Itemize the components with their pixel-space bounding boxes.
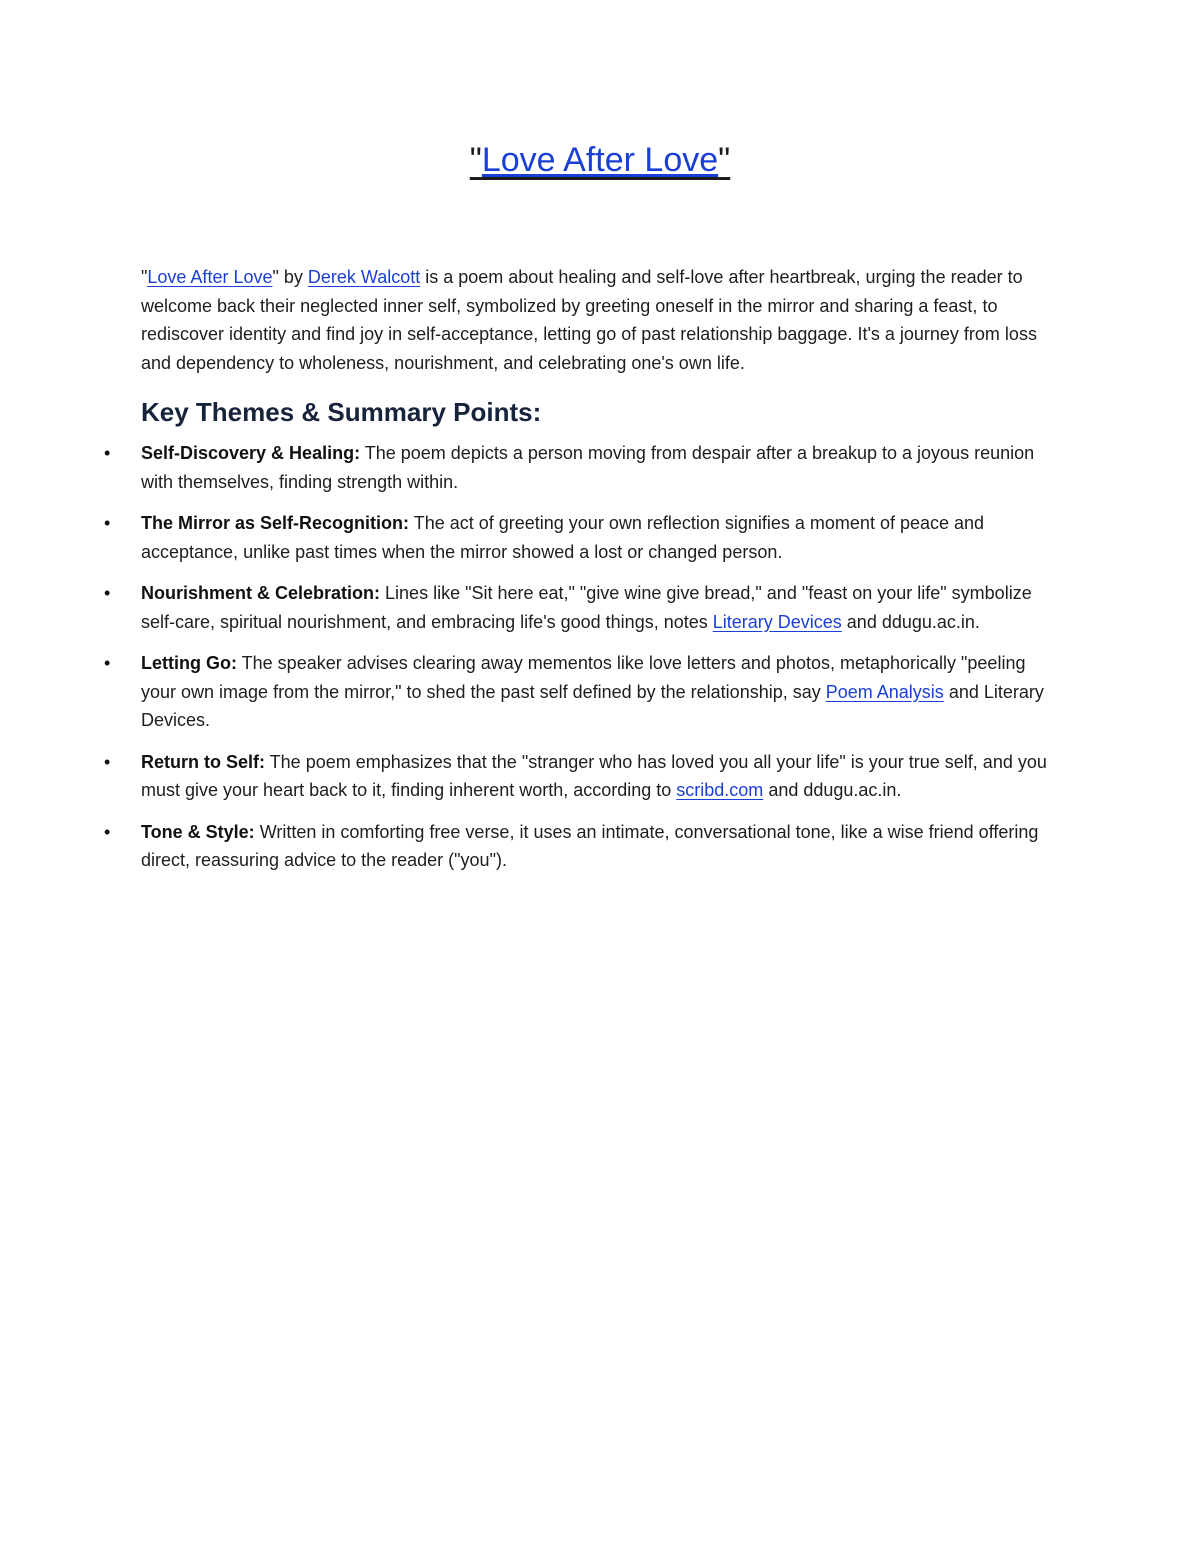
bullet-icon: • [104, 653, 111, 673]
title-link[interactable]: Love After Love [481, 141, 719, 179]
section-heading: Key Themes & Summary Points: [141, 397, 542, 427]
point-text-after: and ddugu.ac.in. [841, 611, 980, 632]
point-text-after: and Literary Devices. [141, 681, 1044, 730]
point-text: Lines like "Sit here eat," "give wine give bread," and "feast on your life" symbolize self-care, spiritual nourishment, and embracing life's good things, notes [141, 583, 1032, 632]
point-term: Letting Go: [141, 653, 237, 673]
bullet-icon: • [104, 821, 111, 842]
title-close-quote: " [718, 141, 731, 179]
literary-devices-link[interactable]: Literary Devices [712, 611, 842, 632]
point-term: The Mirror as Self-Recognition: [141, 513, 410, 533]
point-term: Nourishment & Celebration: [141, 583, 381, 603]
point-text: The speaker advises clearing away mementos like love letters and photos, metaphorically "peeling your own image from the mirror," to shed the past self defined by the relationship, say [141, 653, 1026, 702]
title-open-quote: " [469, 141, 482, 179]
bullet-icon: • [104, 443, 111, 463]
point-text-after: and ddugu.ac.in. [763, 780, 902, 800]
intro-poem-link[interactable]: Love After Love [147, 267, 273, 287]
scribd-link[interactable]: scribd.com [676, 780, 764, 800]
list-item [104, 649, 1061, 735]
list-item [104, 579, 1061, 636]
summary-points-list [104, 439, 1061, 875]
intro-by: " by [272, 267, 308, 287]
document-body [104, 263, 1061, 888]
point-term: Return to Self: [141, 751, 265, 772]
point-text: The poem emphasizes that the "stranger who has loved you all your life" is your true self, and you must give your heart back to it, finding inherent worth, according to [141, 751, 1047, 800]
point-text: The poem depicts a person moving from despair after a breakup to a joyous reunion with themselves, finding strength within. [141, 443, 1035, 492]
list-item [104, 748, 1061, 805]
point-term: Tone & Style: [141, 821, 255, 842]
bullet-icon: • [104, 513, 111, 533]
list-item [104, 509, 1061, 566]
bullet-icon: • [104, 751, 111, 772]
intro-text: is a poem about healing and self-love after heartbreak, urging the reader to welcome back their neglected inner self, symbolized by greeting oneself in the mirror and sharing a feast, to rediscover identity and find joy in self-acceptance, letting go of past relationship baggage. It's a journey from loss and dependency to wholeness, nourishment, and celebrating one's own life. [141, 267, 1037, 373]
intro-author-link[interactable]: Derek Walcott [307, 267, 421, 287]
point-text: The act of greeting your own reflection signifies a moment of peace and acceptance, unlike past times when the mirror showed a lost or changed person. [141, 513, 985, 562]
point-text: Written in comforting free verse, it uses an intimate, conversational tone, like a wise friend offering direct, reassuring advice to the reader ("you"). [141, 821, 1039, 870]
intro-paragraph [141, 263, 1061, 377]
document-title [0, 138, 1200, 182]
list-item [104, 818, 1061, 875]
bullet-icon: • [104, 583, 111, 603]
list-item [104, 439, 1061, 496]
poem-analysis-link[interactable]: Poem Analysis [825, 681, 944, 702]
intro-quote-open: " [141, 267, 148, 287]
point-term: Self-Discovery & Healing: [141, 443, 361, 463]
